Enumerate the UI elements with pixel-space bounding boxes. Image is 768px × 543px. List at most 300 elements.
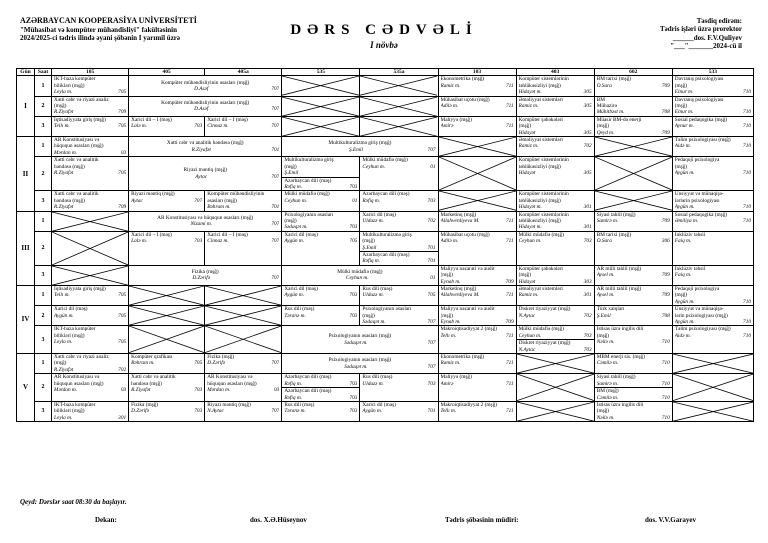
lesson-teacher-line — [362, 408, 435, 414]
lesson-cell — [205, 191, 282, 211]
lesson-teacher-line — [519, 89, 592, 95]
lesson-room: 707 — [271, 86, 280, 93]
lesson-title: Rus dili (məş) — [284, 306, 315, 313]
lesson-cell — [360, 374, 438, 402]
day-cell: III — [17, 211, 35, 285]
lesson-teacher-line — [597, 415, 670, 421]
lesson-room: 703 — [427, 197, 436, 204]
lesson-teacher: Leyla m. — [54, 414, 73, 421]
lesson-cell — [672, 286, 753, 306]
lesson-teacher: Sədaqət m. — [344, 363, 368, 370]
lesson-teacher-line — [284, 147, 435, 153]
lesson-teacher: D.Zərifə — [131, 408, 149, 415]
lesson-teacher: Ş.Emil — [348, 146, 363, 153]
lesson-title: BM tarixi (mşğ) — [596, 76, 632, 83]
lesson-teacher-line — [675, 218, 751, 224]
lesson-room: 709 — [661, 217, 670, 224]
lesson-teacher: Sədaqət m. — [362, 319, 386, 326]
lesson-teacher-line — [54, 415, 126, 421]
lesson-room: 710 — [743, 170, 751, 177]
lesson-teacher-line — [131, 221, 279, 227]
lesson-cell — [594, 96, 672, 116]
lesson-teacher: N.Aytac — [207, 408, 224, 415]
lesson-cell — [672, 211, 753, 231]
lesson-room: 705 — [194, 360, 203, 367]
lesson-teacher-line — [597, 272, 670, 278]
slot-cell: 3 — [35, 326, 52, 354]
lesson-teacher-line — [131, 86, 279, 92]
lesson-title: Azərbaycan dili (məş) — [284, 374, 332, 381]
lesson-teacher: Hidayət — [518, 278, 536, 285]
lesson-title: Xarici dil (məş) — [284, 286, 318, 292]
dean-name: dos. X.Ə.Hüseynov — [250, 516, 307, 524]
table-row — [17, 116, 754, 136]
lesson-teacher-line — [675, 143, 751, 149]
lesson-cell — [52, 306, 129, 326]
lesson-teacher-line — [675, 204, 751, 210]
lesson-cell — [282, 354, 438, 374]
lesson-teacher-line — [675, 272, 751, 278]
lesson-title: Diskret riyaziyyat (mşğ) — [518, 306, 571, 313]
lesson-teacher: Hidayət m. — [518, 224, 542, 231]
lesson-teacher-line — [519, 130, 592, 136]
lesson-teacher-line — [207, 408, 279, 414]
lesson-title: Xarici dil (məş) — [54, 306, 88, 313]
lesson-teacher: D.Asəf — [194, 86, 209, 93]
lesson-teacher: Cəmilə m. — [596, 360, 619, 367]
lesson-teacher: Aygün m. — [674, 204, 695, 211]
lesson-title: (mşğ) — [596, 123, 610, 130]
lesson-room: 710 — [743, 217, 751, 224]
lesson-cell — [52, 401, 129, 421]
lesson-teacher-line — [441, 333, 514, 339]
lesson-title: Xətti cəbr və analitik — [54, 191, 99, 198]
lesson-title: Rus dili (məş) — [362, 374, 393, 381]
lesson-teacher: Eynab m. — [440, 319, 461, 326]
empty-cell — [205, 326, 282, 354]
lesson-room: 710 — [743, 332, 751, 339]
lesson-room: 710 — [743, 89, 751, 96]
lesson-room: 702 — [583, 143, 592, 150]
lesson-teacher-line — [362, 381, 435, 387]
lesson-title: Ekonometrika (mşğ) — [440, 76, 485, 83]
slot-cell: 2 — [35, 306, 52, 326]
lesson-cell — [360, 231, 438, 265]
lesson-title: BM — [596, 96, 605, 103]
lesson-cell — [282, 191, 360, 211]
lesson-title: Makroiqtisadiyyat 2 (mşğ) — [440, 326, 497, 333]
lesson-cell — [52, 157, 129, 191]
lesson-cell — [672, 96, 753, 116]
lesson-teacher: Ülduzə m. — [362, 380, 384, 387]
lesson-room: 705 — [349, 238, 358, 245]
lesson-teacher-line — [597, 292, 670, 298]
lesson-room: 709 — [118, 204, 127, 211]
lesson-teacher-line — [131, 174, 279, 180]
lesson-teacher-line — [441, 218, 514, 224]
lesson-teacher-line — [284, 198, 357, 204]
lesson-cell — [129, 265, 282, 285]
lesson-room: 703 — [583, 238, 592, 245]
lesson-cell — [438, 374, 516, 402]
lesson-title: (mşğ) — [54, 103, 67, 110]
lesson-cell — [438, 286, 516, 306]
lesson-title: Əməliyyat sistemləri — [518, 96, 563, 103]
lesson-title: Mülki müdafiə (mşğ) — [518, 326, 564, 333]
approval-line-2: Tədris işləri üzrə prorektor — [660, 25, 742, 34]
lesson-title: Psixologiyanın əsasları — [284, 211, 334, 218]
lesson-room: 703 — [194, 123, 203, 130]
lesson-title: Kompüter mühəndisliyinin əsasları (mşğ) — [161, 79, 250, 86]
lesson-teacher-line — [362, 164, 435, 170]
lesson-title: (mşğ) — [596, 408, 610, 415]
lesson-teacher: Ramiz m. — [518, 103, 539, 110]
lesson-teacher: Faiq m. — [674, 238, 692, 245]
lesson-title: Əməliyyat sistemləri — [518, 137, 563, 144]
lesson-teacher: Hidayət m. — [518, 89, 542, 96]
table-row — [17, 374, 754, 402]
lesson-room: 703 — [194, 238, 203, 245]
lesson-cell — [672, 137, 753, 157]
lesson-cell — [52, 374, 129, 402]
lesson-title: Diskret riyaziyyat (mşğ) — [518, 340, 571, 347]
lesson-title: Mühasibat uçotu (mşğ) — [440, 231, 490, 238]
lesson-teacher: Nəilə m. — [596, 339, 615, 346]
lesson-cell — [129, 96, 282, 116]
slot-cell: 3 — [35, 116, 52, 136]
col-header: 103 — [438, 69, 516, 76]
lesson-cell — [205, 401, 282, 421]
lesson-teacher-line — [441, 103, 514, 109]
lesson-teacher-line — [675, 319, 751, 325]
lesson-title: (mşğ) — [440, 312, 453, 319]
lesson-cell — [594, 76, 672, 96]
lesson-teacher: Tellı m. — [440, 408, 457, 415]
lesson-room: 709 — [661, 82, 670, 89]
lesson-teacher-line — [675, 299, 751, 305]
lesson-teacher-line — [519, 292, 592, 298]
lesson-teacher-line — [54, 387, 126, 393]
lesson-teacher: R.Ziyafət — [54, 170, 74, 177]
lesson-teacher: Hidayət — [518, 129, 536, 136]
lesson-teacher: R.Ziyafət — [54, 204, 74, 211]
lesson-room: 707 — [427, 363, 436, 370]
lesson-teacher: Adilə m. — [440, 103, 459, 110]
lesson-room: 709 — [505, 278, 514, 285]
lesson-teacher: Bəhram m. — [131, 360, 155, 367]
lesson-title: Maliyyə (mşğ) — [440, 116, 472, 123]
lesson-teacher-line — [675, 109, 751, 115]
lesson-room: 711 — [506, 103, 514, 110]
lesson-split — [282, 177, 359, 191]
lesson-teacher: Ceyhun m. — [518, 238, 542, 245]
lesson-cell — [282, 286, 360, 306]
lesson-cell — [129, 157, 282, 191]
lesson-cell — [438, 96, 516, 116]
lesson-teacher: Allahverdiyeva M. — [440, 292, 480, 299]
lesson-teacher-line — [131, 123, 202, 129]
table-row — [17, 137, 754, 157]
lesson-cell — [52, 354, 129, 374]
lesson-teacher: Mərdan m. — [54, 387, 78, 394]
lesson-title: Pedaqoji psixologiya — [674, 286, 720, 292]
lesson-teacher-line — [207, 123, 279, 129]
lesson-title: Kompüter sistemlərinin — [518, 76, 569, 83]
lesson-title: (mşğ) — [362, 238, 375, 245]
lesson-teacher-line — [519, 347, 592, 353]
lesson-title: Maliyyə nəzarəti və audit — [440, 265, 495, 272]
lesson-teacher: Təranə m. — [284, 408, 306, 415]
lesson-cell — [672, 116, 753, 136]
lesson-cell — [516, 137, 594, 157]
lesson-cell — [360, 306, 438, 326]
cross-mark — [52, 266, 128, 285]
lesson-title: Azərbaycan dili (məş) — [284, 177, 332, 184]
col-header: 405a — [205, 69, 282, 76]
lesson-cell — [672, 157, 753, 191]
lesson-title: AR Konstitusiyası və — [54, 137, 100, 144]
lesson-teacher: Aytac — [131, 197, 143, 204]
lesson-room: 707 — [271, 408, 280, 415]
lesson-teacher-line — [131, 275, 279, 281]
slot-cell: 3 — [35, 191, 52, 211]
lesson-cell — [516, 76, 594, 96]
lesson-room: 707 — [427, 339, 436, 346]
lesson-split — [595, 387, 672, 401]
lesson-teacher-line — [597, 83, 670, 89]
lesson-title: hüququn əsasları (mşğ) — [207, 380, 257, 387]
lesson-teacher-line — [284, 292, 357, 298]
lesson-room: 301 — [583, 204, 592, 211]
lesson-title: lərlərin psixologiyası — [674, 197, 720, 204]
lesson-title: təhlükəsizliyi (mşğ) — [518, 82, 561, 89]
lesson-cell — [129, 374, 205, 402]
lesson-teacher: Təranə m. — [284, 312, 306, 319]
lesson-cell — [516, 96, 594, 116]
lesson-teacher-line — [207, 238, 279, 244]
cross-mark — [129, 286, 204, 305]
lesson-cell — [129, 116, 205, 136]
lesson-cell — [52, 286, 129, 306]
lesson-teacher: Sədaqət m. — [344, 339, 368, 346]
term-line: 2024/2025-ci tədris ilində əyani şöbənin I yarımil üzrə — [20, 34, 181, 42]
lesson-title: Kompüter sistemlərinin — [518, 157, 569, 164]
lesson-title: (mşğ) — [362, 312, 375, 319]
lesson-title: Xətti cəbr və analitik — [131, 374, 176, 381]
lesson-teacher: Aygün m. — [284, 238, 305, 245]
lesson-title: təhlükəsizliyi (mşğ) — [518, 217, 561, 224]
lesson-title: bilikləri (mşğ) — [54, 408, 85, 415]
lesson-teacher-line — [519, 204, 592, 210]
lesson-teacher: Leyla m. — [54, 339, 73, 346]
lesson-title: Psixologiyanın əsasları — [362, 306, 412, 313]
lesson-teacher: Rəfiq m. — [362, 197, 381, 204]
lesson-title: Mühazirə — [596, 103, 617, 110]
lesson-teacher: Nizami m. — [190, 221, 212, 228]
lesson-title: Kompüter şəbəkələri — [518, 265, 563, 272]
lesson-room: 705 — [118, 89, 127, 96]
lesson-teacher: Sədaqət m. — [284, 224, 308, 231]
lesson-cell — [52, 116, 129, 136]
lesson-teacher: Aygün m. — [674, 298, 695, 305]
lesson-title: lərin psixologiyası (mşğ) — [674, 312, 728, 319]
lesson-teacher-line — [519, 224, 592, 230]
lesson-teacher: Aidə m. — [674, 143, 691, 150]
lesson-teacher: Cəmilə m. — [596, 394, 619, 401]
cross-mark — [205, 306, 281, 325]
lesson-title: (mşğ) — [596, 332, 610, 339]
cross-mark — [517, 374, 594, 401]
page-title: DƏRS CƏDVƏLİ — [290, 22, 478, 38]
lesson-teacher-line — [284, 364, 435, 370]
lesson-cell — [282, 157, 360, 191]
col-header: 535a — [360, 69, 438, 76]
lesson-room: 701 — [271, 146, 280, 153]
lesson-room: 703 — [349, 408, 358, 415]
lesson-room: 305 — [583, 103, 592, 110]
lesson-teacher: Tellı m. — [54, 123, 70, 130]
table-row — [17, 96, 754, 116]
lesson-teacher-line — [675, 170, 751, 176]
lesson-teacher-line — [362, 258, 435, 264]
table-row — [17, 265, 754, 285]
lesson-cell — [516, 191, 594, 211]
lesson-room: 710 — [743, 109, 751, 116]
lesson-title: Kompüter sistemlərinin — [518, 211, 569, 218]
empty-cell — [205, 286, 282, 306]
lesson-cell — [672, 191, 753, 211]
empty-cell — [282, 96, 360, 116]
lesson-title: İqtisadiyyata giriş (mşğ) — [54, 286, 106, 292]
lesson-cell — [129, 76, 282, 96]
lesson-cell — [594, 374, 672, 402]
col-header: Gün — [17, 69, 35, 76]
lesson-cell — [672, 265, 753, 285]
table-row — [17, 157, 754, 191]
empty-cell — [360, 76, 438, 96]
lesson-room: 03 — [274, 387, 280, 394]
lesson-title: Davranış psixologiyası — [674, 96, 724, 103]
lesson-room: 705 — [427, 292, 436, 299]
lesson-teacher: Lalə m. — [131, 238, 148, 245]
lesson-room: 710 — [661, 380, 670, 387]
lesson-room: 710 — [661, 360, 670, 367]
lesson-room: 703 — [194, 408, 203, 415]
lesson-cell — [594, 326, 672, 354]
lesson-teacher: Aygün m. — [362, 408, 383, 415]
lesson-teacher: D.Asəf — [194, 106, 209, 113]
lesson-cell — [282, 326, 438, 354]
lesson-teacher-line — [207, 204, 279, 210]
lesson-room: 707 — [427, 319, 436, 326]
lesson-room: 703 — [427, 380, 436, 387]
lesson-teacher: Ceyhun m. — [284, 197, 307, 204]
header-row — [17, 69, 754, 76]
lesson-room: 705 — [118, 292, 127, 299]
lesson-cell — [360, 401, 438, 421]
lesson-room: 701 — [427, 408, 436, 415]
lesson-room: 01 — [352, 197, 358, 204]
lesson-teacher: Ramiz m. — [518, 143, 539, 150]
cross-mark — [52, 232, 128, 265]
cross-mark — [673, 402, 753, 421]
lesson-title: Kompüter sistemlərinin — [518, 191, 569, 198]
lesson-teacher: N.Aytac — [518, 312, 536, 319]
lesson-room: 702 — [583, 312, 592, 319]
lesson-title: bilikləri (mşğ) — [54, 332, 85, 339]
lesson-teacher: Tellı m. — [440, 332, 457, 339]
lesson-cell — [282, 401, 360, 421]
lesson-title: Türk xalqları — [596, 306, 625, 313]
lesson-room: 707 — [427, 146, 436, 153]
lesson-room: 301 — [583, 292, 592, 299]
lesson-teacher: Ş.Emil — [284, 170, 299, 177]
cross-mark — [517, 402, 594, 421]
lesson-teacher-line — [207, 387, 279, 393]
university-name: AZƏRBAYCAN KOOPERASİYA UNİVERSİTETİ — [20, 16, 197, 25]
day-cell: IV — [17, 286, 35, 354]
lesson-title: Maliyyə (mşğ) — [440, 374, 472, 381]
table-row — [17, 191, 754, 211]
lesson-cell — [129, 231, 205, 265]
lesson-title: Xarici dil – I (məş) — [131, 231, 172, 238]
lesson-title: (mşğ) — [284, 163, 297, 170]
lesson-title: Azərbaycan dili (məş) — [362, 251, 410, 258]
lesson-teacher-line — [441, 292, 514, 298]
lesson-teacher-line — [441, 381, 514, 387]
day-cell: II — [17, 137, 35, 211]
slot-cell: 1 — [35, 137, 52, 157]
lesson-title: Xarici dil – I (məş) — [131, 116, 172, 123]
lesson-cell — [594, 401, 672, 421]
lesson-title: Sosial pedaqogika (mşğ) — [674, 116, 728, 123]
lesson-teacher: Aidə m. — [674, 332, 691, 339]
lesson-teacher-line — [54, 150, 126, 156]
lesson-room: 707 — [271, 106, 280, 113]
lesson-title: Psixologiyanın əsasları (mşğ) — [328, 333, 392, 340]
lesson-title: Riyazi məntiq (mşğ) — [183, 167, 227, 174]
lesson-cell — [52, 96, 129, 116]
lesson-cell — [360, 286, 438, 306]
lesson-teacher-line — [54, 109, 126, 115]
lesson-teacher-line — [131, 360, 202, 366]
lesson-teacher: D.Zərifə — [192, 275, 211, 282]
lesson-teacher: Tellı m. — [54, 292, 70, 299]
lesson-title: İnklüziv təhsil — [674, 231, 706, 238]
lesson-cell — [360, 191, 438, 211]
lesson-title: hüququn əsasları (mşğ) — [54, 143, 104, 150]
lesson-title: AR Konstitusiyası və hüququn əsasları (mşğ) — [157, 214, 254, 221]
lesson-room: 705 — [118, 312, 127, 319]
col-header: 533 — [672, 69, 753, 76]
empty-cell — [594, 191, 672, 211]
lesson-title: Kompüter şəbəkələri — [518, 116, 563, 123]
lesson-teacher: Adilə m. — [440, 238, 459, 245]
lesson-teacher: Samirə m. — [596, 217, 619, 224]
lesson-room: 703 — [349, 224, 358, 231]
lesson-title: AR milli tahlil (mşğ) — [596, 265, 642, 272]
lesson-title: (mşğ) — [440, 272, 453, 279]
lesson-teacher: Rəfiq m. — [284, 380, 302, 387]
col-header: 602 — [594, 69, 672, 76]
lesson-room: 707 — [194, 197, 203, 204]
lesson-cell — [438, 265, 516, 285]
lesson-room: 710 — [743, 319, 751, 326]
lesson-cell — [594, 306, 672, 326]
lesson-title: Pedaqoji psixologiya — [674, 157, 720, 164]
lesson-room: 710 — [743, 123, 751, 130]
lesson-title: Riyazi məntiq (mşğ) — [131, 191, 175, 198]
